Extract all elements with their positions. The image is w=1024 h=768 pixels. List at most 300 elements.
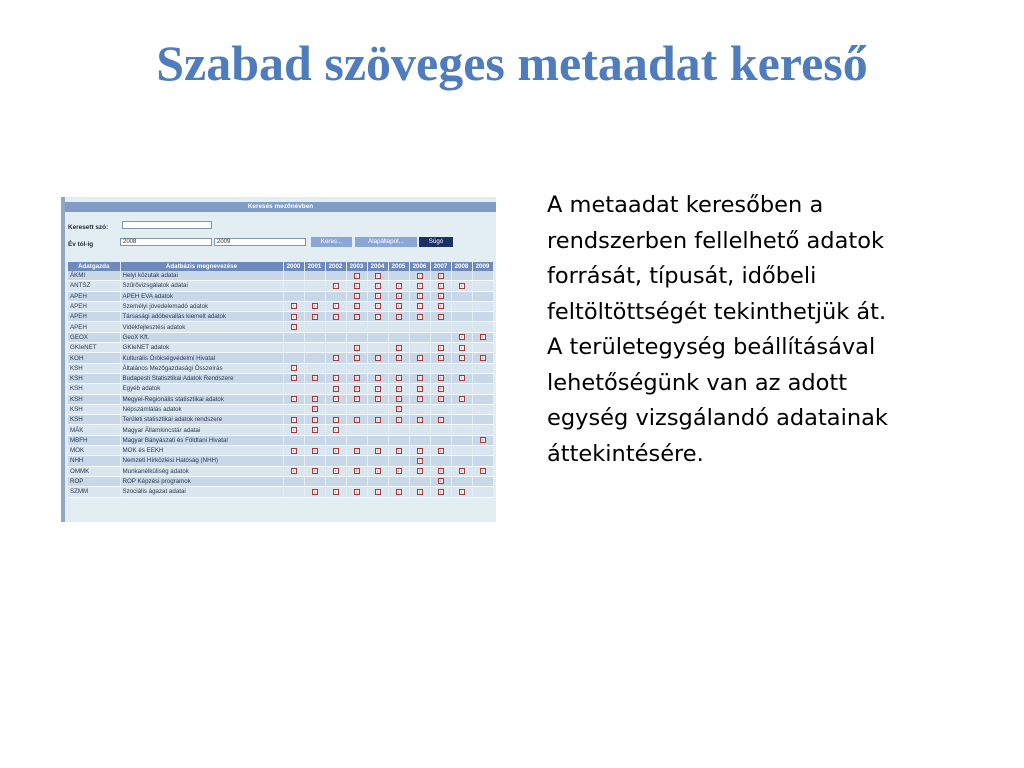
cell-year	[388, 435, 409, 445]
info-icon[interactable]: i	[459, 375, 465, 381]
info-icon[interactable]: i	[333, 427, 339, 433]
cell-year	[325, 446, 346, 456]
description-line: áttekintésére.	[547, 440, 704, 467]
cell-year	[430, 446, 451, 456]
description-line: lehetőségünk van az adott	[547, 369, 848, 396]
info-icon[interactable]: i	[333, 283, 339, 289]
info-icon[interactable]: i	[375, 489, 381, 495]
cell-year	[388, 384, 409, 394]
info-icon[interactable]: i	[459, 283, 465, 289]
info-icon[interactable]: i	[312, 448, 318, 454]
cell-year	[451, 343, 472, 353]
info-icon[interactable]: i	[459, 334, 465, 340]
info-icon[interactable]: i	[312, 427, 318, 433]
table-row	[68, 291, 493, 301]
year-to-input[interactable]: 2009	[214, 238, 306, 246]
info-icon[interactable]: i	[375, 355, 381, 361]
info-icon[interactable]: i	[396, 303, 402, 309]
cell-year	[304, 466, 325, 476]
info-icon[interactable]: i	[480, 437, 486, 443]
cell-source: MOK	[68, 446, 120, 456]
info-icon[interactable]: i	[438, 417, 444, 423]
info-icon[interactable]: i	[354, 386, 360, 392]
info-icon[interactable]: i	[438, 468, 444, 474]
cell-year	[304, 373, 325, 383]
cell-year	[388, 291, 409, 301]
info-icon[interactable]: i	[333, 303, 339, 309]
table-row	[68, 312, 493, 322]
cell-year	[430, 301, 451, 311]
info-icon[interactable]: i	[480, 468, 486, 474]
info-icon[interactable]: i	[312, 406, 318, 412]
column-header-year[interactable]: 2004	[367, 262, 388, 271]
info-icon[interactable]: i	[396, 386, 402, 392]
cell-year	[451, 456, 472, 466]
info-icon[interactable]: i	[354, 396, 360, 402]
description-text	[547, 188, 987, 472]
cell-year	[388, 281, 409, 291]
info-icon[interactable]: i	[333, 417, 339, 423]
cell-year	[451, 312, 472, 322]
info-icon[interactable]: i	[438, 478, 444, 484]
info-icon[interactable]: i	[396, 489, 402, 495]
cell-source: OMMK	[68, 466, 120, 476]
cell-year	[472, 332, 493, 342]
table-row	[68, 415, 493, 425]
info-icon[interactable]: i	[375, 273, 381, 279]
info-icon[interactable]: i	[417, 303, 423, 309]
info-icon[interactable]: i	[417, 293, 423, 299]
cell-year	[325, 384, 346, 394]
info-icon[interactable]: i	[438, 293, 444, 299]
help-button[interactable]: Súgó	[419, 237, 453, 247]
info-icon[interactable]: i	[396, 375, 402, 381]
column-header-source[interactable]: Adatgazda	[68, 262, 120, 271]
column-header-year[interactable]: 2005	[388, 262, 409, 271]
cell-year	[304, 435, 325, 445]
info-icon[interactable]: i	[375, 396, 381, 402]
info-icon[interactable]: i	[417, 396, 423, 402]
cell-source: MÁK	[68, 425, 120, 435]
info-icon[interactable]: i	[291, 375, 297, 381]
table-row	[68, 353, 493, 363]
cell-year	[430, 456, 451, 466]
info-icon[interactable]: i	[354, 489, 360, 495]
column-header-year[interactable]: 2008	[451, 262, 472, 271]
table-row	[68, 343, 493, 353]
info-icon[interactable]: i	[417, 417, 423, 423]
info-icon[interactable]: i	[375, 314, 381, 320]
info-icon[interactable]: i	[291, 468, 297, 474]
cell-year	[472, 415, 493, 425]
cell-database-name: MOK és EEKH	[120, 446, 283, 456]
info-icon[interactable]: i	[396, 417, 402, 423]
cell-year	[283, 415, 304, 425]
cell-year	[346, 446, 367, 456]
cell-database-name: ROP Képzési programok	[120, 476, 283, 486]
cell-year	[367, 301, 388, 311]
info-icon[interactable]: i	[333, 468, 339, 474]
cell-source: APEH	[68, 312, 120, 322]
cell-year	[325, 476, 346, 486]
info-icon[interactable]: i	[312, 468, 318, 474]
info-icon[interactable]: i	[375, 375, 381, 381]
cell-database-name: Helyi közutak adatai	[120, 271, 283, 281]
info-icon[interactable]: i	[333, 396, 339, 402]
cell-year	[367, 373, 388, 383]
cell-year	[367, 363, 388, 373]
table-row	[68, 332, 493, 342]
cell-year	[346, 404, 367, 414]
cell-year	[430, 322, 451, 332]
cell-year	[451, 476, 472, 486]
cell-year	[367, 487, 388, 497]
info-icon[interactable]: i	[417, 458, 423, 464]
info-icon[interactable]: i	[333, 355, 339, 361]
info-icon[interactable]: i	[291, 303, 297, 309]
info-icon[interactable]: i	[333, 489, 339, 495]
cell-year	[283, 312, 304, 322]
info-icon[interactable]: i	[438, 283, 444, 289]
info-icon[interactable]: i	[375, 448, 381, 454]
info-icon[interactable]: i	[480, 355, 486, 361]
info-icon[interactable]: i	[291, 427, 297, 433]
cell-year	[388, 271, 409, 281]
info-icon[interactable]: i	[312, 417, 318, 423]
cell-year	[388, 312, 409, 322]
info-icon[interactable]: i	[291, 314, 297, 320]
info-icon[interactable]: i	[438, 375, 444, 381]
cell-year	[409, 466, 430, 476]
info-icon[interactable]: i	[459, 355, 465, 361]
cell-source: ÁKMI	[68, 271, 120, 281]
info-icon[interactable]: i	[438, 273, 444, 279]
cell-year	[430, 343, 451, 353]
cell-year	[304, 312, 325, 322]
cell-year	[367, 384, 388, 394]
cell-year	[367, 312, 388, 322]
search-button[interactable]: Keres...	[311, 237, 352, 247]
cell-database-name: Területi statisztikai adatok rendszere	[120, 415, 283, 425]
info-icon[interactable]: i	[312, 489, 318, 495]
info-icon[interactable]: i	[417, 375, 423, 381]
info-icon[interactable]: i	[354, 417, 360, 423]
info-icon[interactable]: i	[417, 314, 423, 320]
info-icon[interactable]: i	[459, 489, 465, 495]
year-from-input[interactable]: 2008	[120, 238, 212, 246]
cell-year	[346, 322, 367, 332]
cell-year	[346, 435, 367, 445]
cell-year	[430, 425, 451, 435]
cell-year	[346, 312, 367, 322]
cell-year	[451, 322, 472, 332]
cell-year	[346, 384, 367, 394]
cell-year	[430, 384, 451, 394]
info-icon[interactable]: i	[375, 468, 381, 474]
cell-year	[451, 353, 472, 363]
info-icon[interactable]: i	[480, 334, 486, 340]
table-row	[68, 425, 493, 435]
info-icon[interactable]: i	[291, 448, 297, 454]
cell-year	[472, 312, 493, 322]
cell-database-name: Vidékfejlesztési adatok	[120, 322, 283, 332]
cell-year	[283, 301, 304, 311]
info-icon[interactable]: i	[354, 283, 360, 289]
info-icon[interactable]: i	[417, 273, 423, 279]
cell-year	[304, 363, 325, 373]
cell-year	[430, 332, 451, 342]
cell-year	[409, 343, 430, 353]
cell-year	[388, 322, 409, 332]
info-icon[interactable]: i	[396, 396, 402, 402]
cell-year	[451, 281, 472, 291]
column-header-year[interactable]: 2001	[304, 262, 325, 271]
cell-year	[283, 394, 304, 404]
info-icon[interactable]: i	[354, 314, 360, 320]
info-icon[interactable]: i	[396, 345, 402, 351]
cell-year	[283, 322, 304, 332]
cell-year	[430, 476, 451, 486]
column-header-year[interactable]: 2009	[472, 262, 493, 271]
info-icon[interactable]: i	[396, 448, 402, 454]
cell-year	[325, 363, 346, 373]
info-icon[interactable]: i	[396, 283, 402, 289]
info-icon[interactable]: i	[291, 365, 297, 371]
cell-year	[367, 281, 388, 291]
info-icon[interactable]: i	[438, 386, 444, 392]
cell-year	[283, 373, 304, 383]
table-body	[68, 271, 493, 497]
cell-source: NHH	[68, 456, 120, 466]
cell-source: MBFH	[68, 435, 120, 445]
cell-year	[472, 404, 493, 414]
metadata-search-screenshot	[61, 197, 496, 522]
cell-source: KSH	[68, 363, 120, 373]
info-icon[interactable]: i	[396, 293, 402, 299]
cell-year	[325, 353, 346, 363]
info-icon[interactable]: i	[333, 314, 339, 320]
cell-year	[451, 301, 472, 311]
cell-year	[472, 363, 493, 373]
description-line: A területegység beállításával	[547, 334, 876, 360]
cell-year	[451, 291, 472, 301]
info-icon[interactable]: i	[375, 293, 381, 299]
column-header-name[interactable]: Adatbázis megnevezése	[120, 262, 283, 271]
cell-year	[283, 363, 304, 373]
cell-year	[472, 343, 493, 353]
info-icon[interactable]: i	[291, 417, 297, 423]
cell-year	[304, 281, 325, 291]
description-line: feltöltöttségét tekinthetjük át.	[547, 298, 887, 325]
info-icon[interactable]: i	[354, 345, 360, 351]
cell-year	[472, 373, 493, 383]
cell-year	[430, 312, 451, 322]
cell-year	[325, 373, 346, 383]
cell-year	[430, 487, 451, 497]
info-icon[interactable]: i	[417, 386, 423, 392]
info-icon[interactable]: i	[459, 345, 465, 351]
info-icon[interactable]: i	[312, 303, 318, 309]
cell-year	[388, 456, 409, 466]
cell-year	[304, 291, 325, 301]
cell-year	[430, 435, 451, 445]
cell-year	[409, 384, 430, 394]
cell-year	[367, 322, 388, 332]
cell-year	[346, 466, 367, 476]
info-icon[interactable]: i	[438, 448, 444, 454]
cell-year	[388, 425, 409, 435]
info-icon[interactable]: i	[312, 396, 318, 402]
info-icon[interactable]: i	[375, 386, 381, 392]
table-row	[68, 281, 493, 291]
cell-year	[451, 373, 472, 383]
info-icon[interactable]: i	[438, 314, 444, 320]
cell-year	[283, 476, 304, 486]
cell-year	[346, 353, 367, 363]
table-row	[68, 404, 493, 414]
info-icon[interactable]: i	[291, 396, 297, 402]
cell-year	[304, 487, 325, 497]
cell-year	[451, 332, 472, 342]
cell-year	[304, 343, 325, 353]
info-icon[interactable]: i	[354, 303, 360, 309]
cell-year	[367, 446, 388, 456]
info-icon[interactable]: i	[354, 448, 360, 454]
table-row	[68, 301, 493, 311]
cell-year	[367, 466, 388, 476]
cell-year	[451, 271, 472, 281]
cell-year	[325, 332, 346, 342]
cell-year	[346, 487, 367, 497]
cell-year	[367, 353, 388, 363]
info-icon[interactable]: i	[417, 355, 423, 361]
column-header-year[interactable]: 2002	[325, 262, 346, 271]
info-icon[interactable]: i	[375, 283, 381, 289]
cell-year	[367, 291, 388, 301]
cell-year	[346, 456, 367, 466]
column-header-year[interactable]: 2000	[283, 262, 304, 271]
info-icon[interactable]: i	[438, 489, 444, 495]
info-icon[interactable]: i	[333, 386, 339, 392]
cell-year	[451, 466, 472, 476]
cell-year	[472, 466, 493, 476]
cell-source: APEH	[68, 291, 120, 301]
cell-year	[409, 435, 430, 445]
cell-year	[325, 322, 346, 332]
cell-year	[430, 394, 451, 404]
info-icon[interactable]: i	[438, 345, 444, 351]
cell-year	[409, 446, 430, 456]
cell-year	[304, 404, 325, 414]
cell-year	[304, 446, 325, 456]
info-icon[interactable]: i	[375, 303, 381, 309]
cell-year	[388, 446, 409, 456]
info-icon[interactable]: i	[333, 375, 339, 381]
description-line: rendszerben fellelhető adatok	[547, 227, 884, 254]
info-icon[interactable]: i	[459, 468, 465, 474]
cell-year	[346, 301, 367, 311]
cell-year	[409, 487, 430, 497]
table-row	[68, 456, 493, 466]
cell-year	[409, 476, 430, 486]
info-icon[interactable]: i	[291, 324, 297, 330]
info-icon[interactable]: i	[354, 273, 360, 279]
cell-year	[325, 312, 346, 322]
info-icon[interactable]: i	[312, 314, 318, 320]
column-header-year[interactable]: 2003	[346, 262, 367, 271]
cell-year	[367, 425, 388, 435]
table-row	[68, 394, 493, 404]
info-icon[interactable]: i	[396, 314, 402, 320]
info-icon[interactable]: i	[396, 406, 402, 412]
cell-year	[451, 384, 472, 394]
cell-year	[367, 271, 388, 281]
cell-year	[451, 363, 472, 373]
search-input[interactable]	[122, 221, 212, 229]
cell-year	[367, 435, 388, 445]
cell-year	[451, 404, 472, 414]
info-icon[interactable]: i	[417, 283, 423, 289]
cell-year	[409, 425, 430, 435]
cell-year	[325, 301, 346, 311]
search-label: Keresett szó:	[68, 224, 109, 231]
info-icon[interactable]: i	[438, 396, 444, 402]
cell-year	[451, 425, 472, 435]
info-icon[interactable]: i	[354, 293, 360, 299]
info-icon[interactable]: i	[417, 468, 423, 474]
year-range-label: Év tól-ig	[68, 241, 94, 248]
info-icon[interactable]: i	[312, 375, 318, 381]
cell-year	[451, 415, 472, 425]
cell-year	[367, 332, 388, 342]
info-icon[interactable]: i	[396, 468, 402, 474]
info-icon[interactable]: i	[396, 355, 402, 361]
cell-database-name: Szűrővizsgálatok adatai	[120, 281, 283, 291]
info-icon[interactable]: i	[438, 355, 444, 361]
cell-database-name: Nemzeti Hírközlési Hatóság (NHH)	[120, 456, 283, 466]
info-icon[interactable]: i	[459, 396, 465, 402]
cell-year	[472, 322, 493, 332]
column-header-year[interactable]: 2007	[430, 262, 451, 271]
cell-year	[283, 404, 304, 414]
cell-year	[409, 332, 430, 342]
info-icon[interactable]: i	[417, 489, 423, 495]
cell-year	[283, 487, 304, 497]
cell-database-name: Szociális ágazat adatai	[120, 487, 283, 497]
info-icon[interactable]: i	[417, 448, 423, 454]
cell-year	[304, 415, 325, 425]
table-row	[68, 373, 493, 383]
cell-year	[346, 363, 367, 373]
cell-year	[472, 394, 493, 404]
cell-year	[388, 476, 409, 486]
info-icon[interactable]: i	[333, 448, 339, 454]
info-icon[interactable]: i	[354, 468, 360, 474]
cell-year	[325, 394, 346, 404]
column-header-year[interactable]: 2006	[409, 262, 430, 271]
table-row	[68, 384, 493, 394]
cell-year	[472, 271, 493, 281]
left-frame-bar	[61, 197, 65, 522]
cell-year	[325, 281, 346, 291]
info-icon[interactable]: i	[354, 355, 360, 361]
info-icon[interactable]: i	[354, 375, 360, 381]
info-icon[interactable]: i	[375, 417, 381, 423]
cell-source: GEOX	[68, 332, 120, 342]
info-icon[interactable]: i	[438, 303, 444, 309]
reset-button[interactable]: Alapállapot...	[355, 237, 417, 247]
cell-year	[430, 404, 451, 414]
